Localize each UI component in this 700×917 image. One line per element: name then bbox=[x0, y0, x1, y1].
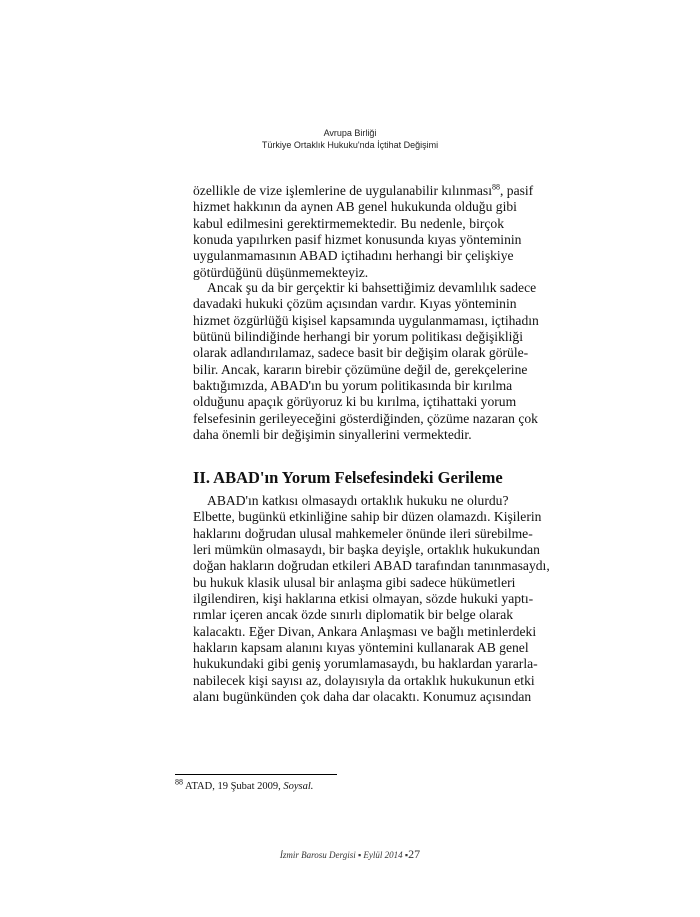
text-line: daha önemli bir değişimin sinyallerini vermektedir. bbox=[193, 427, 472, 443]
footnote-text: ATAD, 19 Şubat 2009, bbox=[183, 781, 284, 792]
text-line: baktığımızda, ABAD'ın bu yorum politikasında bir kırılma bbox=[193, 378, 513, 394]
text-line: konuda yapılırken pasif hizmet konusunda kıyas yönteminin bbox=[193, 232, 522, 248]
separator: ▪ bbox=[355, 850, 364, 860]
footnote bbox=[175, 777, 314, 792]
text-line: hukukundaki gibi geniş yorumlamasaydı, bu haklardan yararla- bbox=[193, 656, 538, 672]
separator: ▪ bbox=[402, 850, 409, 860]
text-line: olarak adlandırılamaz, sadece basit bir değişim olarak görüle- bbox=[193, 345, 529, 361]
text-line: kabul edilmesini gerektirmemektedir. Bu nedenle, birçok bbox=[193, 215, 504, 231]
text-line: bilir. Ancak, kararın birebir çözümüne değil de, gerekçelerine bbox=[193, 361, 528, 377]
text-line: hizmet özgürlüğü kişisel kapsamında uygulanmaması, içtihadın bbox=[193, 312, 539, 328]
text-line: bütünü bilindiğinde herhangi bir yorum politikası değişikliği bbox=[193, 329, 523, 345]
text-line: felsefesinin gerileyeceğini gösterdiğinden, çözüme nazaran çok bbox=[193, 410, 538, 426]
text-line: götürdüğünü düşünmemekteyiz. bbox=[193, 264, 369, 280]
text-line: Ancak şu da bir gerçektir ki bahsettiğimiz devamlılık sadece bbox=[207, 280, 537, 295]
paragraph-3 bbox=[193, 493, 550, 705]
footnote-ref[interactable]: 88 bbox=[491, 182, 500, 192]
footnote-divider bbox=[175, 774, 337, 775]
text-line: bu hukuk klasik ulusal bir anlaşma gibi sadece hükümetleri bbox=[193, 574, 516, 590]
text-line bbox=[193, 182, 534, 199]
footnote-case: Soysal. bbox=[283, 781, 314, 792]
text-span: özellikle de vize işlemlerine de uygulanabilir kılınması bbox=[193, 183, 492, 198]
text-line: rımlar içeren ancak özde sınırlı diplomatik bir belge olarak bbox=[193, 607, 514, 623]
text-line: haklarını doğrudan ulusal mahkemeler önünde ileri sürebilme- bbox=[193, 525, 533, 541]
text-line: davadaki hukuki çözüm açısından vardır. Kıyas yönteminin bbox=[193, 296, 517, 312]
running-header-subtitle: Türkiye Ortaklık Hukuku'nda İçtihat Değişimi bbox=[261, 140, 439, 150]
text-line: olduğunu apaçık görüyoruz ki bu kırılma, içtihattaki yorum bbox=[193, 394, 517, 410]
text-span: , pasif bbox=[499, 183, 534, 198]
paragraph-2 bbox=[193, 280, 539, 443]
text-line: kalacaktı. Eğer Divan, Ankara Anlaşması ve bağlı metinlerdeki bbox=[193, 623, 537, 639]
page-footer bbox=[0, 847, 700, 862]
text-line: nabilecek kişi sayısı az, dolayısıyla da ortaklık hukukunun etki bbox=[193, 672, 535, 688]
footnote-number: 88 bbox=[175, 777, 183, 787]
text-line: leri mümkün olmasaydı, bir başka deyişle, ortaklık hukukundan bbox=[193, 542, 540, 558]
journal-name: İzmir Barosu Dergisi bbox=[279, 850, 356, 860]
section-heading: II. ABAD'ın Yorum Felsefesindeki Gerileme bbox=[193, 468, 503, 487]
text-line: doğan hakların doğrudan etkileri ABAD tarafından tanınmasaydı, bbox=[193, 558, 550, 574]
text-line: uygulanmamasının ABAD içtihadını herhangi bir çelişkiye bbox=[193, 248, 514, 264]
page-number: 27 bbox=[408, 847, 421, 861]
text-line: hizmet hakkının da aynen AB genel hukukunda olduğu gibi bbox=[193, 199, 517, 215]
running-header-title: Avrupa Birliği bbox=[323, 128, 377, 138]
text-line: hakların kapsam alanını kıyas yöntemini kullanarak AB genel bbox=[193, 640, 529, 656]
text-line: ilgilendiren, kişi haklarına etkisi olmayan, sözde hukuki yaptı- bbox=[193, 591, 534, 607]
text-line: ABAD'ın katkısı olmasaydı ortaklık hukuku ne olurdu? bbox=[207, 493, 509, 508]
text-line: alanı bugünkünden çok daha dar olacaktı. Konumuz açısından bbox=[193, 689, 532, 705]
issue-date: Eylül 2014 bbox=[363, 850, 403, 860]
paragraph-1 bbox=[193, 182, 534, 281]
text-line: Elbette, bugünkü etkinliğine sahip bir düzen olamazdı. Kişilerin bbox=[193, 509, 542, 525]
